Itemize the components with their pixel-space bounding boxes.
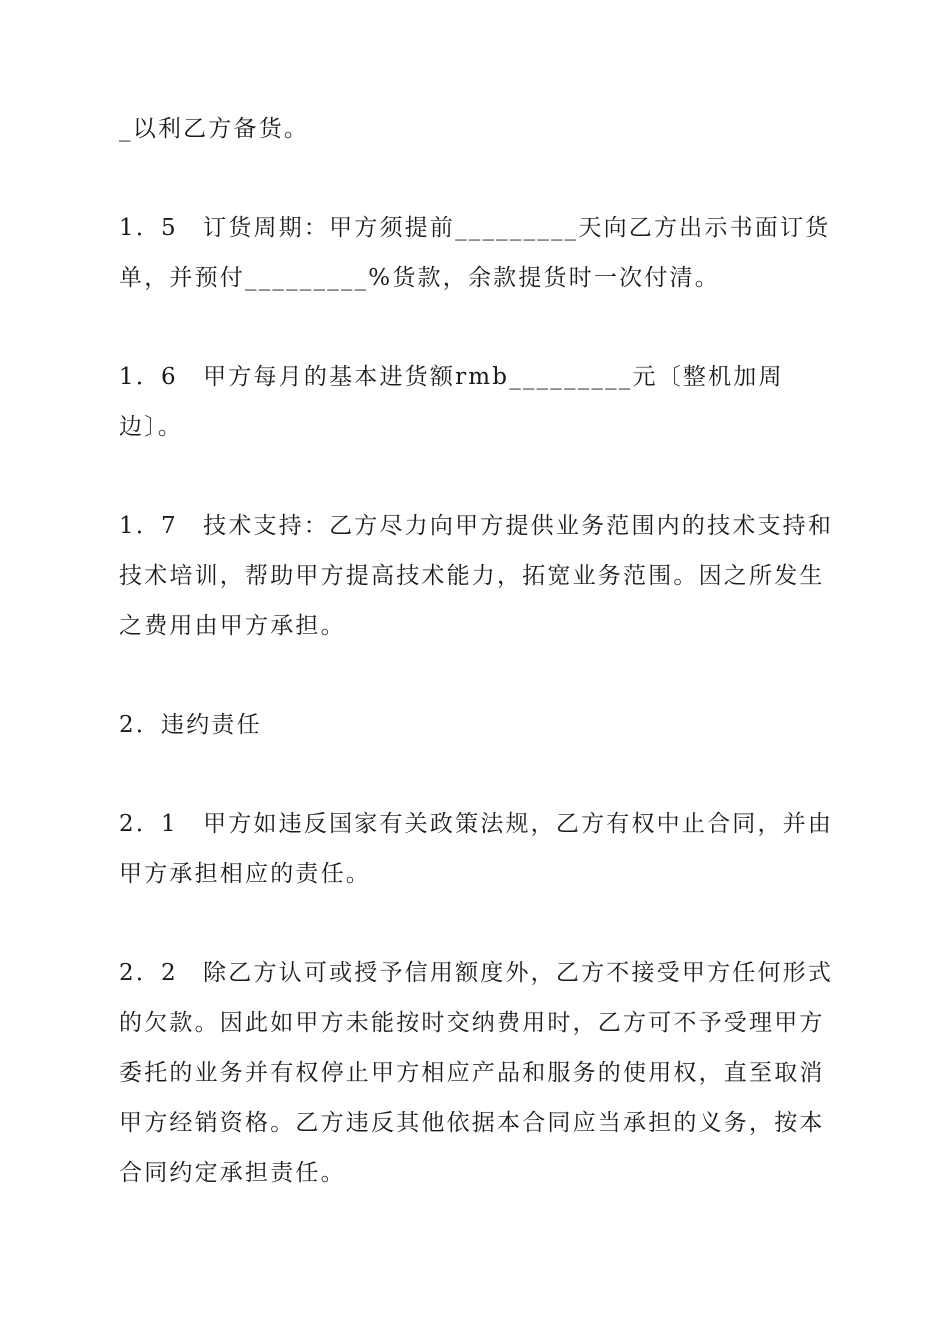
section-2-heading: 2．违约责任 xyxy=(119,712,262,738)
clause-1-7-tech-support: 1．7 技术支持：乙方尽力向甲方提供业务范围内的技术支持和技术培训，帮助甲方提高技术能力，拓宽业务范围。因之所发生之费用由甲方承担。 xyxy=(119,513,834,639)
document-body xyxy=(119,104,839,1247)
clause-1-5-order-cycle: 1．5 订货周期：甲方须提前_________天向乙方出示书面订货单，并预付_________%货款，余款提货时一次付清。 xyxy=(119,215,831,291)
clause-2-2: 2．2 除乙方认可或授予信用额度外，乙方不接受甲方任何形式的欠款。因此如甲方未能按时交纳费用时，乙方可不予受理甲方委托的业务并有权停止甲方相应产品和服务的使用权，直至取消甲方经销资格。乙方违反其他依据本合同应当承担的义务，按本合同约定承担责任。 xyxy=(119,960,834,1186)
paragraph-continuation: _以利乙方备货。 xyxy=(119,116,310,142)
clause-2-1: 2．1 甲方如违反国家有关政策法规，乙方有权中止合同，并由甲方承担相应的责任。 xyxy=(119,811,834,887)
clause-1-6-monthly-purchase: 1．6 甲方每月的基本进货额rmb_________元〔整机加周边〕。 xyxy=(119,364,784,440)
